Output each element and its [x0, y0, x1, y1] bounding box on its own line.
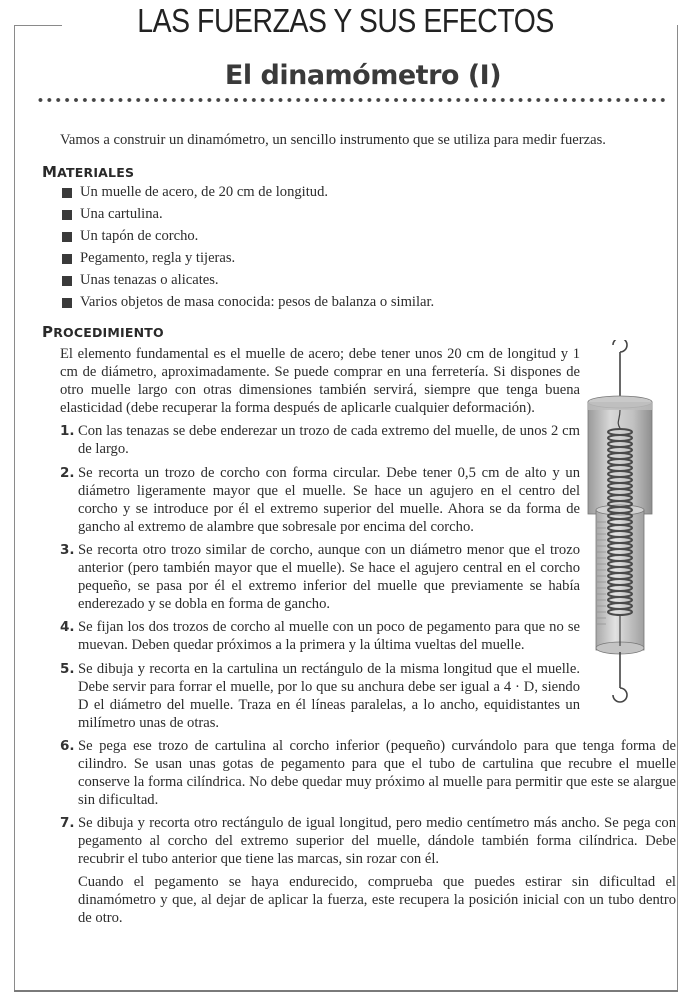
procedure-step: 4. Se fijan los dos trozos de corcho al muelle con un poco de pegamento para que no se muevan. Deben quedar próximos a la primera y la última vueltas del muelle.: [60, 619, 580, 654]
step-number: 7.: [60, 815, 75, 832]
dotted-divider: [36, 96, 666, 104]
procedure-heading: [42, 323, 164, 341]
step-number: 3.: [60, 541, 75, 558]
procedure-closing: Cuando el pegamento se haya endurecido, comprueba que puedes estirar sin dificultad el dinamómetro y que, al dejar de aplicar la fuerza, este recupera la posición inicial con un tubo dentro de otro.: [78, 873, 676, 926]
list-item: Varios objetos de masa conocida: pesos de balanza o similar.: [62, 293, 434, 315]
frame-bottom-border: [14, 990, 678, 992]
step-number: 4.: [60, 619, 75, 636]
materials-list: [62, 183, 434, 315]
frame-left-border: [14, 25, 15, 991]
procedure-intro: El elemento fundamental es el muelle de acero; debe tener unos 20 cm de longitud y 1 cm de diámetro, aproximadamente. Se puede comprar en una ferretería. Si dispones de otro muelle largo con otras dimensiones también servirá, siempre que tenga buena elasticidad (debe recuperar la forma después de aplicarle cualquier deformación).: [60, 346, 580, 417]
procedure-heading-rest: ROCEDIMIENTO: [53, 325, 164, 340]
dynamometer-illustration: [580, 340, 670, 710]
intro-paragraph: Vamos a construir un dinamómetro, un sencillo instrumento que se utiliza para medir fuerzas.: [60, 132, 606, 148]
dynamometer-icon: [580, 340, 670, 710]
procedure-step: 5. Se dibuja y recorta en la cartulina un rectángulo de la misma longitud que el muelle. Debe servir para forrar el muelle, por lo que su anchura debe ser igual a 4 · D, siendo D el diámetro del muelle. Traza en él líneas paralelas, a lo ancho, equidistantes un milímetro unas de otras.: [60, 660, 580, 731]
step-number: 6.: [60, 737, 75, 754]
square-bullet-icon: [62, 298, 72, 308]
list-item: Una cartulina.: [62, 205, 434, 227]
procedure-body: [60, 345, 676, 927]
procedure-step: 2. Se recorta un trozo de corcho con forma circular. Debe tener 0,5 cm de alto y un diámetro ligeramente mayor que el muelle. Se hace un agujero en el centro del corcho y se introduce por él el extremo superior del muelle. Ahora se da forma de gancho al extremo de alambre que sobresale por encima del corcho.: [60, 464, 580, 535]
square-bullet-icon: [62, 210, 72, 220]
step-number: 1.: [60, 423, 75, 440]
list-item: Unas tenazas o alicates.: [62, 271, 434, 293]
procedure-step: 3. Se recorta otro trozo similar de corcho, aunque con un diámetro menor que el trozo anterior (pero también mayor que el muelle). Se hace el agujero central en el corcho pequeño, se pasa por él el extremo inferior del muelle que previamente se había enderezado y se dobla en forma de gancho.: [60, 541, 580, 613]
step-number: 2.: [60, 464, 75, 481]
page-subtitle: El dinamómetro (I): [224, 60, 502, 91]
square-bullet-icon: [62, 232, 72, 242]
procedure-step: 6. Se pega ese trozo de cartulina al corcho inferior (pequeño) curvándolo para que tenga forma de cilindro. Se usan unas gotas de pegamento para que el tubo de cartulina que recubre el muelle conserve la forma cilíndrica. No debe quedar muy próximo al muelle para permitir que este se alargue sin dificultad.: [60, 737, 676, 809]
list-item: Un tapón de corcho.: [62, 227, 434, 249]
materials-heading-cap: M: [42, 163, 58, 181]
procedure-step: 7. Se dibuja y recorta otro rectángulo de igual longitud, pero medio centímetro más ancho. Se pega con pegamento al corcho del extremo superior del muelle, dándole también forma cilíndrica. Debe recubrir el tubo anterior que tiene las marcas, sin rozar con él.: [60, 815, 676, 868]
frame-right-border: [677, 25, 678, 991]
square-bullet-icon: [62, 276, 72, 286]
procedure-step: 1. Con las tenazas se debe enderezar un trozo de cada extremo del muelle, de unos 2 cm de largo.: [60, 423, 580, 458]
materials-heading: [42, 163, 134, 181]
materials-heading-rest: ATERIALES: [57, 165, 135, 180]
list-item: Pegamento, regla y tijeras.: [62, 249, 434, 271]
square-bullet-icon: [62, 254, 72, 264]
procedure-heading-cap: P: [42, 323, 54, 341]
step-number: 5.: [60, 660, 75, 677]
list-item: Un muelle de acero, de 20 cm de longitud.: [62, 183, 434, 205]
page-title: LAS FUERZAS Y SUS EFECTOS: [137, 2, 554, 39]
square-bullet-icon: [62, 188, 72, 198]
